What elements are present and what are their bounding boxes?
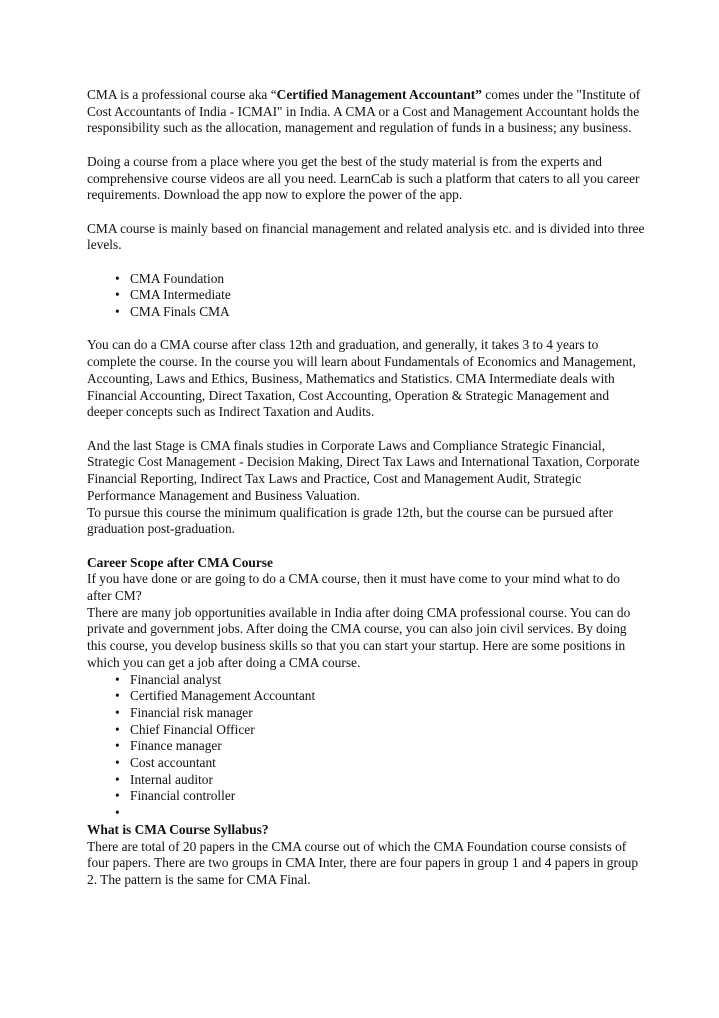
list-item (87, 722, 647, 739)
bullet-icon: • (115, 788, 120, 804)
levels-intro-paragraph: CMA course is mainly based on financial management and related analysis etc. and is divided into three levels. (87, 220, 645, 253)
career-heading (87, 555, 647, 572)
list-item-text: Finance manager (130, 738, 222, 754)
list-item-text: CMA Intermediate (130, 287, 231, 303)
spacer (87, 137, 647, 154)
list-item-text: Financial risk manager (130, 704, 253, 720)
list-item (87, 705, 647, 722)
finals-paragraph: And the last Stage is CMA finals studies in Corporate Laws and Compliance Strategic Financial, Strategic Cost Management - Decision Making, Direct Tax Laws and International Taxation, Corporate Financial Reporting, Indirect Tax Laws and Practice, Cost and Management Audit, Strategic Performance Management and Business Valuation. (87, 437, 640, 503)
syllabus-paragraph: There are total of 20 papers in the CMA course out of which the CMA Foundation course consists of four papers. There are two groups in CMA Inter, there are four papers in group 1 and 4 papers in group 2. The pattern is the same for CMA Final. (87, 838, 639, 887)
list-item-text: Cost accountant (130, 755, 216, 771)
document-body (87, 87, 647, 889)
list-item (87, 672, 647, 689)
bullet-icon: • (115, 704, 120, 720)
list-item-text: Financial controller (130, 788, 236, 804)
bullet-icon: • (115, 304, 120, 320)
syllabus-heading-text: What is CMA Course Syllabus? (87, 821, 269, 837)
spacer (87, 204, 647, 221)
spacer (87, 538, 647, 555)
bullet-icon: • (115, 738, 120, 754)
list-item (87, 304, 647, 321)
list-item (87, 788, 647, 805)
spacer (87, 421, 647, 438)
intro-prefix: CMA is a professional course aka “ (87, 87, 277, 102)
bullet-icon: • (115, 755, 120, 771)
bullet-icon: • (115, 671, 120, 687)
bullet-icon: • (115, 771, 120, 787)
syllabus-heading (87, 822, 647, 839)
spacer (87, 321, 647, 338)
jobs-list (87, 672, 647, 822)
list-item (87, 805, 647, 822)
qualification-paragraph: To pursue this course the minimum qualification is grade 12th, but the course can be pursued after graduation post-graduation. (87, 504, 613, 537)
list-item-text: CMA Foundation (130, 270, 225, 286)
intro-paragraph (87, 87, 647, 137)
list-item (87, 772, 647, 789)
list-item-text: Certified Management Accountant (130, 688, 316, 704)
career-heading-text: Career Scope after CMA Course (87, 554, 273, 570)
list-item (87, 287, 647, 304)
list-item-text: Chief Financial Officer (130, 721, 255, 737)
learncab-paragraph: Doing a course from a place where you get the best of the study material is from the experts and comprehensive course videos are all you need. LearnCab is such a platform that caters to all you career requirements. Download the app now to explore the power of the app. (87, 153, 640, 203)
career-paragraph-2: There are many job opportunities available in India after doing CMA professional course. You can do private and government jobs. After doing the CMA course, you can also join civil services. By doing this course, you develop business skills so that you can start your startup. Here are some positions in which you can get a job after doing a CMA course. (87, 604, 631, 670)
spacer (87, 254, 647, 271)
intro-rest: comes under the "Institute of Cost Accountants of India - ICMAI" in India. A CMA or a Cost and Management Accountant holds the responsibility such as the allocation, management and regulation of funds in a business; any business. (87, 87, 641, 136)
list-item-text: Internal auditor (130, 771, 213, 787)
list-item (87, 271, 647, 288)
list-item-text: CMA Finals CMA (130, 304, 230, 320)
bullet-icon: • (115, 287, 120, 303)
intro-bold-term: Certified Management Accountant” (276, 87, 482, 102)
bullet-icon: • (115, 805, 120, 821)
list-item (87, 755, 647, 772)
list-item (87, 688, 647, 705)
levels-list (87, 271, 647, 321)
career-paragraph-1: If you have done or are going to do a CMA course, then it must have come to your mind what to do after CM? (87, 571, 620, 603)
bullet-icon: • (115, 270, 120, 286)
list-item (87, 738, 647, 755)
bullet-icon: • (115, 721, 120, 737)
course-duration-paragraph: You can do a CMA course after class 12th and graduation, and generally, it takes 3 to 4 years to complete the course. In the course you will learn about Fundamentals of Economics and Management, Accounting, Laws and Ethics, Business, Mathematics and Statistics. CMA Intermediate deals with Financial Accounting, Direct Taxation, Cost Accounting, Operation & Strategic Management and deeper concepts such as Indirect Taxation and Audits. (87, 337, 636, 420)
bullet-icon: • (115, 688, 120, 704)
list-item-text: Financial analyst (130, 671, 222, 687)
